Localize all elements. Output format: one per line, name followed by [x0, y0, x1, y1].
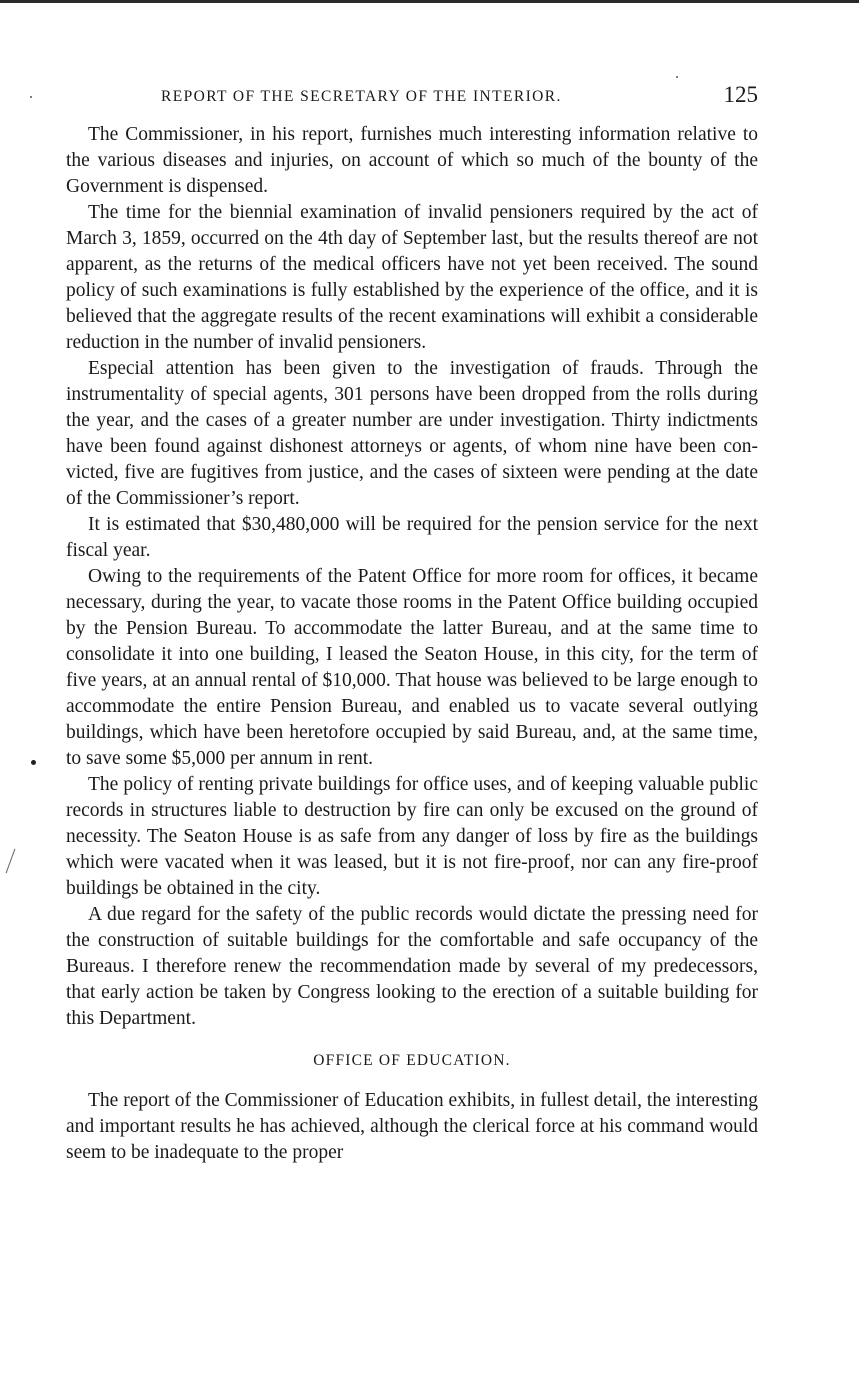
paper-speck — [676, 76, 678, 78]
section-heading-office-of-education: OFFICE OF EDUCATION. — [313, 1052, 511, 1069]
page-number: 125 — [723, 82, 758, 107]
margin-pencil-mark — [6, 849, 16, 874]
paragraph-renting-policy: The policy of renting private buildings for office uses, and of keeping valuable public records in structures liable to destruction by fire can only be excused on the ground of necessity. The Seaton House is as safe from any danger of loss by fire as the buildings which were vacated when it was leased, but it is not fire-proof, nor can any fire-proof buildings be obtained in the city. — [66, 774, 758, 899]
paragraph-frauds-investigation: Especial attention has been given to the investigation of frauds. Through the instrumentality of special agents, 301 persons have been dropped from the rolls during the year, and the cases of a greater number are under investigation. Thirty indictments have been found against dishonest attorneys or agents, of whom nine have been convicted, five are fugitives from justice, and the cases of sixteen were pending at the date of the Commissioner’s report. — [66, 358, 758, 509]
running-head — [66, 82, 758, 112]
paragraph-seaton-house-lease: Owing to the requirements of the Patent Office for more room for offices, it became necessary, during the year, to vacate those rooms in the Patent Office building occupied by the Pension Bureau. To accommodate the latter Bureau, and at the same time to consolidate it into one building, I leased the Seaton House, in this city, for the term of five years, at an annual rental of $10,000. That house was believed to be large enough to accommodate the entire Pension Bureau, and enabled us to vacate several outlying buildings, which have been heretofore occupied by said Bureau, and, at the same time, to save some $5,000 per annum in rent. — [66, 566, 758, 769]
paragraph-commissioner-of-education: The report of the Commissioner of Education exhibits, in fullest detail, the interesting and important results he has achieved, although the clerical force at his command would seem to be inadequate to the proper — [66, 1090, 758, 1163]
running-title: REPORT OF THE SECRETARY OF THE INTERIOR. — [161, 88, 562, 105]
paragraph-pension-estimate: It is estimated that $30,480,000 will be required for the pension service for the next fiscal year. — [66, 514, 758, 561]
margin-dot-mark — [31, 760, 36, 765]
page-top-edge — [0, 0, 859, 3]
paragraph-biennial-examination: The time for the biennial examination of invalid pensioners required by the act of March 3, 1859, occurred on the 4th day of September last, but the results thereof are not apparent, as the returns of the medical officers have not yet been received. The sound policy of such examinations is fully established by the experience of the office, and it is believed that the aggregate results of the recent examinations will exhibit a considerable reduction in the number of invalid pensioners. — [66, 202, 758, 353]
paragraph-building-recommendation: A due regard for the safety of the public records would dictate the pressing need for the construction of suitable buildings for the comfortable and safe occupancy of the Bureaus. I therefore renew the recommendation made by several of my predecessors, that early action be taken by Congress looking to the erection of a suitable building for this Department. — [66, 904, 758, 1029]
paper-speck — [30, 96, 32, 98]
paragraph-commissioner-report: The Commissioner, in his report, furnishes much interesting information relative to the various diseases and injuries, on account of which so much of the bounty of the Government is dispensed. — [66, 124, 758, 197]
document-page — [66, 82, 758, 1166]
